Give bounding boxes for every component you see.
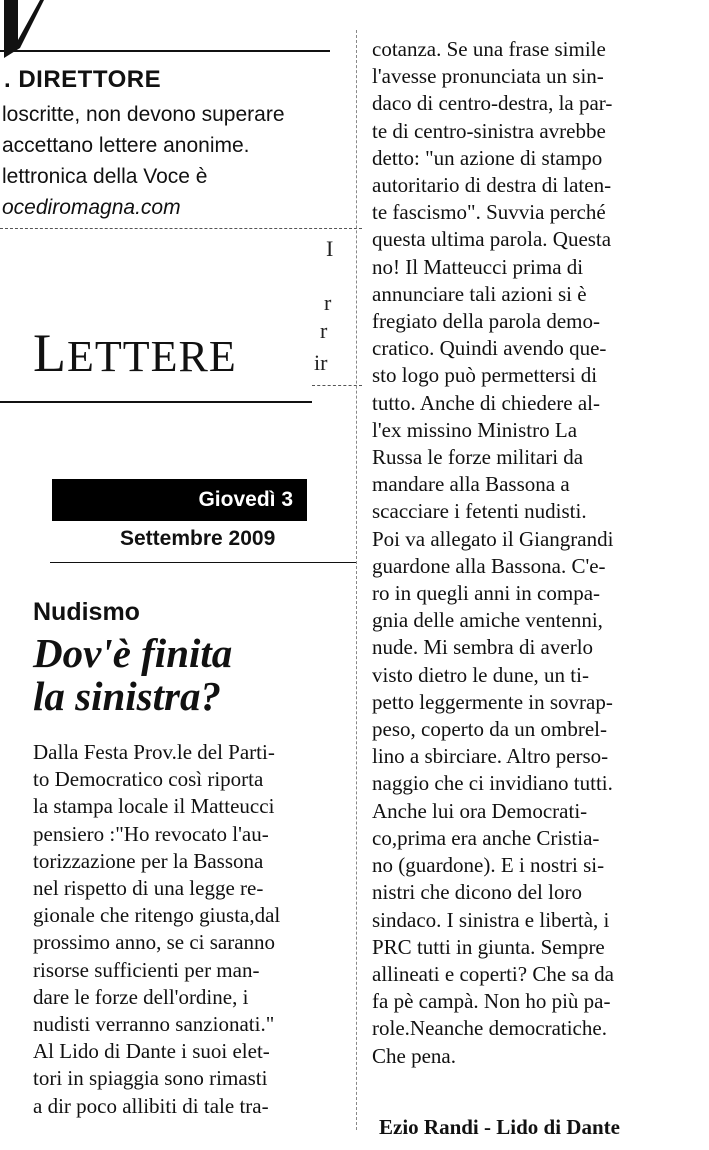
column-divider [356, 30, 357, 1130]
text-line: annunciare tali azioni si è [372, 281, 587, 306]
section-title-initial: L [33, 323, 67, 383]
text-line: to Democratico così riporta [33, 767, 264, 792]
text-line: fregiato della parola demo- [372, 309, 600, 334]
article-kicker: Nudismo [33, 598, 140, 626]
info-line: loscritte, non devono superare [2, 103, 285, 126]
text-line: sindaco. I sinistra e libertà, i [372, 907, 610, 932]
text-line: Poi va allegato il Giangrandi [372, 526, 614, 551]
info-line: lettronica della Voce è [2, 165, 208, 188]
article-right-column [372, 36, 614, 1070]
text-line: torizzazione per la Bassona [33, 848, 264, 873]
text-line: la stampa locale il Matteucci [33, 794, 275, 819]
edge-fragment: r [324, 290, 332, 315]
text-line: autoritario di destra di laten- [372, 173, 612, 198]
text-line: te fascismo". Suvvia perché [372, 200, 606, 225]
header-title: . DIRETTORE [4, 66, 162, 93]
text-line: naggio che ci invidiano tutti. [372, 771, 613, 796]
text-line: sto logo può permettersi di [372, 363, 598, 388]
date-day-badge [52, 479, 307, 521]
text-line: petto leggermente in sovrap- [372, 689, 613, 714]
article-left-column [33, 739, 280, 1120]
text-line: l'avesse pronunciata un sin- [372, 64, 604, 89]
text-line: nude. Mi sembra di averlo [372, 635, 594, 660]
date-rule [50, 562, 356, 563]
text-line: te di centro-sinistra avrebbe [372, 118, 606, 143]
text-line: scacciare i fetenti nudisti. [372, 499, 587, 524]
text-line: no! Il Matteucci prima di [372, 254, 584, 279]
text-line: peso, coperto da un ombrel- [372, 717, 608, 742]
text-line: detto: "un azione di stampo [372, 145, 603, 170]
text-line: l'ex missino Ministro La [372, 417, 578, 442]
text-line: Al Lido di Dante i suoi elet- [33, 1039, 270, 1064]
text-line: dare le forze dell'ordine, i [33, 984, 249, 1009]
article-headline [33, 632, 232, 718]
text-line: pensiero :"Ho revocato l'au- [33, 821, 269, 846]
text-line: no (guardone). E i nostri si- [372, 853, 605, 878]
text-line: mandare alla Bassona a [372, 472, 570, 497]
text-line: prossimo anno, se ci saranno [33, 930, 276, 955]
text-line: gnia delle amiche ventenni, [372, 608, 603, 633]
headline-line: Dov'è finita [33, 630, 233, 676]
text-line: daco di centro-destra, la par- [372, 91, 613, 116]
text-line: a dir poco allibiti di tale tra- [33, 1093, 269, 1118]
top-rule [0, 50, 330, 52]
edge-fragment: I [326, 236, 334, 261]
info-line: ocediromagna.com [2, 196, 181, 219]
header-divider [0, 228, 362, 229]
text-line: visto dietro le dune, un ti- [372, 662, 589, 687]
text-line: allineati e coperti? Che sa da [372, 961, 614, 986]
section-title-rest: ETTERE [67, 332, 237, 381]
text-line: gionale che ritengo giusta,dal [33, 903, 281, 928]
text-line: Russa le forze militari da [372, 445, 584, 470]
text-line: nel rispetto di una legge re- [33, 876, 264, 901]
date-month-year: Settembre 2009 [120, 527, 276, 550]
section-title [33, 323, 237, 383]
text-line: PRC tutti in giunta. Sempre [372, 934, 605, 959]
article-signature: Ezio Randi - Lido di Dante [379, 1115, 620, 1139]
text-line: Anche lui ora Democrati- [372, 798, 588, 823]
headline-line: la sinistra? [33, 673, 221, 719]
text-line: cotanza. Se una frase simile [372, 37, 606, 61]
text-line: lino a sbirciare. Altro perso- [372, 744, 609, 769]
text-line: risorse sufficienti per man- [33, 957, 260, 982]
text-line: role.Neanche democratiche. [372, 1016, 607, 1041]
text-line: Che pena. [372, 1043, 456, 1068]
text-line: questa ultima parola. Questa [372, 227, 612, 252]
text-line: cratico. Quindi avendo que- [372, 336, 607, 361]
edge-fragment: ir [314, 350, 328, 375]
section-rule [0, 401, 312, 403]
date-day: Giovedì 3 [198, 488, 293, 511]
section-rule-dash [312, 385, 362, 386]
text-line: tutto. Anche di chiedere al- [372, 390, 600, 415]
text-line: guardone alla Bassona. C'e- [372, 553, 606, 578]
info-line: accettano lettere anonime. [2, 134, 250, 157]
text-line: Dalla Festa Prov.le del Parti- [33, 740, 275, 764]
text-line: nistri che dicono del loro [372, 880, 582, 905]
text-line: co,prima era anche Cristia- [372, 825, 600, 850]
text-line: nudisti verranno sanzionati." [33, 1012, 275, 1037]
text-line: ro in quegli anni in compa- [372, 581, 601, 606]
text-line: tori in spiaggia sono rimasti [33, 1066, 268, 1091]
text-line: fa pè campà. Non ho più pa- [372, 989, 611, 1014]
edge-fragment: r [320, 318, 328, 343]
